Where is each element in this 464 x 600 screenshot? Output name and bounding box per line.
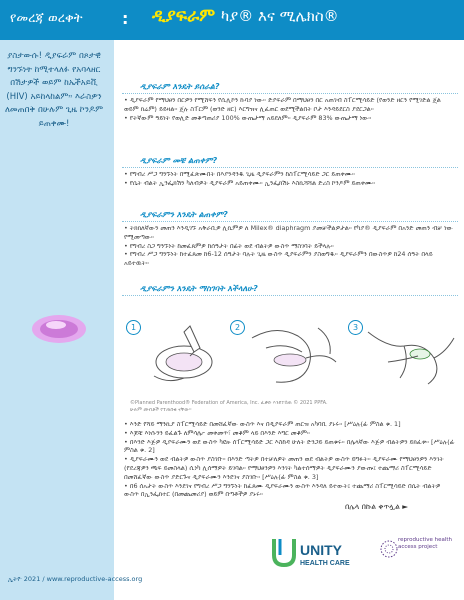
sidebar-reminder: ያስታውሱ! ዲያፍራም በጾታዊ ግንኙነት ከሚተላለፉ የአባላዘር በሽታዎች ወይም ከኤችአይቪ (HIV) አይከላከልም። እራስዎን ለመጠበቅ በሁሉም ጊዜ ኮንዶም ይጠቀሙ! [4,51,104,129]
insertion-instructions [124,420,456,499]
section-divider [122,221,458,222]
rhap-logo-text: reproductive health access project [398,537,453,550]
sidebar [0,40,114,558]
list-item: • የግብረ ስጋ ግንኙነት ከመፈጸምዎ ከሰዓታት በፊት ወደ ብልትዎ ውስጥ ማስገባት ይችላሉ። [124,241,334,250]
section-heading-how-it-works: ዲያፍራም እንዴት ይሰራል? [140,82,220,91]
list-item: • የሴት ብልት ኢንፌክሽን ካለብዎት ዲያፍራም አይጠቀሙ። ኢንፌክሽኑ እስኪሻሻል ድረስ ኮንዶም ይጠቀሙ። [124,178,376,187]
list-item: • የትኛውም ዓይነት የወሊድ መቆጣጠሪያ 100% ውጤታማ አይደለም። ዲያፍራም 83% ውጤታማ ነው። [124,113,372,122]
title-brands: ካያ® እና ሚሌክስ® [221,7,339,25]
unity-health-care-logo [270,533,370,581]
step-number: 3 [348,320,363,335]
list-item: • ትክክለኛውን መጠን እንዲገኙ አቅራቢዎ ሊኪምዎ ለ Milex® diaphragm ያመቻችልዎታል። የካያ® ዲያፍራም በአንድ መጠን ብቻ ነው የሚመጣው። [124,224,453,241]
section-body-when-to-use [124,170,456,188]
step-2-fold-diaphragm-illustration [246,318,342,390]
step-3-insert-diaphragm-illustration [364,318,458,390]
section-heading-when-to-use: ዲያፍራም መቼ ልጠቀም? [140,156,218,165]
section-body-how-to-use [124,224,456,268]
list-item: • ዲያፍራሙን ወደ ብልትዎ ውስጥ ያስገቡ። በእንድ ጣትዎ በተቻለዎት መጠን ወደ ብልትዎ ውስጥ ይግፉት። ዲያፍራሙ የማህፀንዎን እንገት (የደረጃዎን ጫፍ ይመስላል) ሲነካ ሊሰማዎት ይገባል። የማህፀንዎን እንገት ካልተሰማዎት ዲያፍራሙን ያውጡ፤ ተጨማሪ ስፐርሚሳይድ በመሸፈኛው ውስጥ ያድርጉና ዲያፍራሙን እንደገና ያስገቡ። [ሥዕሉ(ፊ ምስል ቁ. 3] [124,455,444,481]
illustration-copyright: ©Planned Parenthood® Federation of America, Inc. ፈቃድ እንደተሰጠ © 2021 PPFA. ሁሉም መብቶች የተጠበቁ ናቸው። [130,400,328,413]
footer-credit: ኢትዮ 2021 / www.reproductive-access.org [8,575,143,583]
list-item: • የግብረ ሥጋ ግንኙነት በሚፈጽሙበት በእያንዳንዱ ጊዜ ዲያፍራምን ከስፐርሚሳይድ ጋር ይጠቀሙ። [124,170,355,178]
list-item: • በ6 ሰአታት ውስጥ እንደገና የግብረ ሥጋ ግንኙነት ከፈጸሙ ዲያፍራሙን ውስጥ እንዳለ ይተውት፤ ተጨማሪ ስፐርሚሳይድ በሴት ብልትዎ ውስጥ በኢንፌክተር (በመጨመሪያ) ወይም በጣቶችዎ ያኑሩ። [124,481,441,499]
continued-on-back-note: በሌላ በኩል ቀጥሏል ► [345,502,409,511]
section-divider [122,167,458,168]
list-item: • ዲያፍራም የማህፀን በርዎን የሚሸፍን የሲሊኮን ኩባያ ነው። ድያፍራም በማህፀን በር አጠገብ ስፐርሚሳይድ (የወንድ ዘርን የሚገድል ጄል ወይም ክሬም) ይይዛል። ጄሉ ስፐርም (ወንድ ዘር) እርግዝና ሊፈጠር ወደሚችልበት ቦታ እንዳይደርስ ያደርጋል። [124,96,441,113]
section-heading-how-to-use: ዲያፍራምን እንዴት ልጠቀም? [140,210,228,219]
section-heading-insertion: ዲያፍራምን እንዴት ማስገባት እችላለሁ? [140,284,258,293]
list-item: • በእንድ እጅዎ ዲያፍራሙን ወደ ውስጥ ካዩዙ ሰፐርሚሳይድ ጋር እስከዳ ሁለት ድንጋይ ይጠቁሩ። በሌላኛው እጅዎ ብልትዎን ይክፈቱ። [ሥዕሉ(ፊ ምስል ቁ. 2] [124,437,455,455]
section-divider [122,295,458,296]
page-title [152,6,339,26]
logo-health-care-text: HEALTH CARE [300,560,350,567]
list-item: • እንድ የሻይ ማንኪያ ስፐርሚሳይድ በመሸፈኛው ውስጥ እና በዲያፍራም ጠርዝ አካባቢ ያኑሩ። [ሥዕሉ(ፊ ምስል ቁ. 1] [124,420,401,428]
section-divider [122,93,458,94]
list-item: • እጆቹ እነሱንን ይፈልጉ ለምሳሌ፦ መቀመጥ፣ መቆም ላይ በእንድ እግር መቆም። [124,428,310,437]
rhap-logo-mark [380,533,398,573]
header-separator: : [122,9,129,28]
section-body-how-it-works [124,96,456,122]
step-number: 2 [230,320,245,335]
page-header [0,0,464,40]
title-main: ዲያፍራም [152,6,216,26]
insertion-steps-illustration [122,318,458,398]
fact-sheet-label: የመረጃ ወረቀት [10,11,83,26]
step-number: 1 [126,320,141,335]
list-item: • የግብረ ሥጋ ግንኙነት ከተፈጸመ ከ6-12 ሰዓታት ባሉት ጊዜ ውስጥ ዲያፍራምን ያስወግዱ። ዲያፍራምን በውስጥዎ ከ24 ሰዓት በላይ አይተዉት። [124,250,433,268]
logo-unity-text: UNITY [300,542,342,558]
diaphragm-illustration [30,312,88,346]
step-1-apply-spermicide-illustration [144,318,224,390]
